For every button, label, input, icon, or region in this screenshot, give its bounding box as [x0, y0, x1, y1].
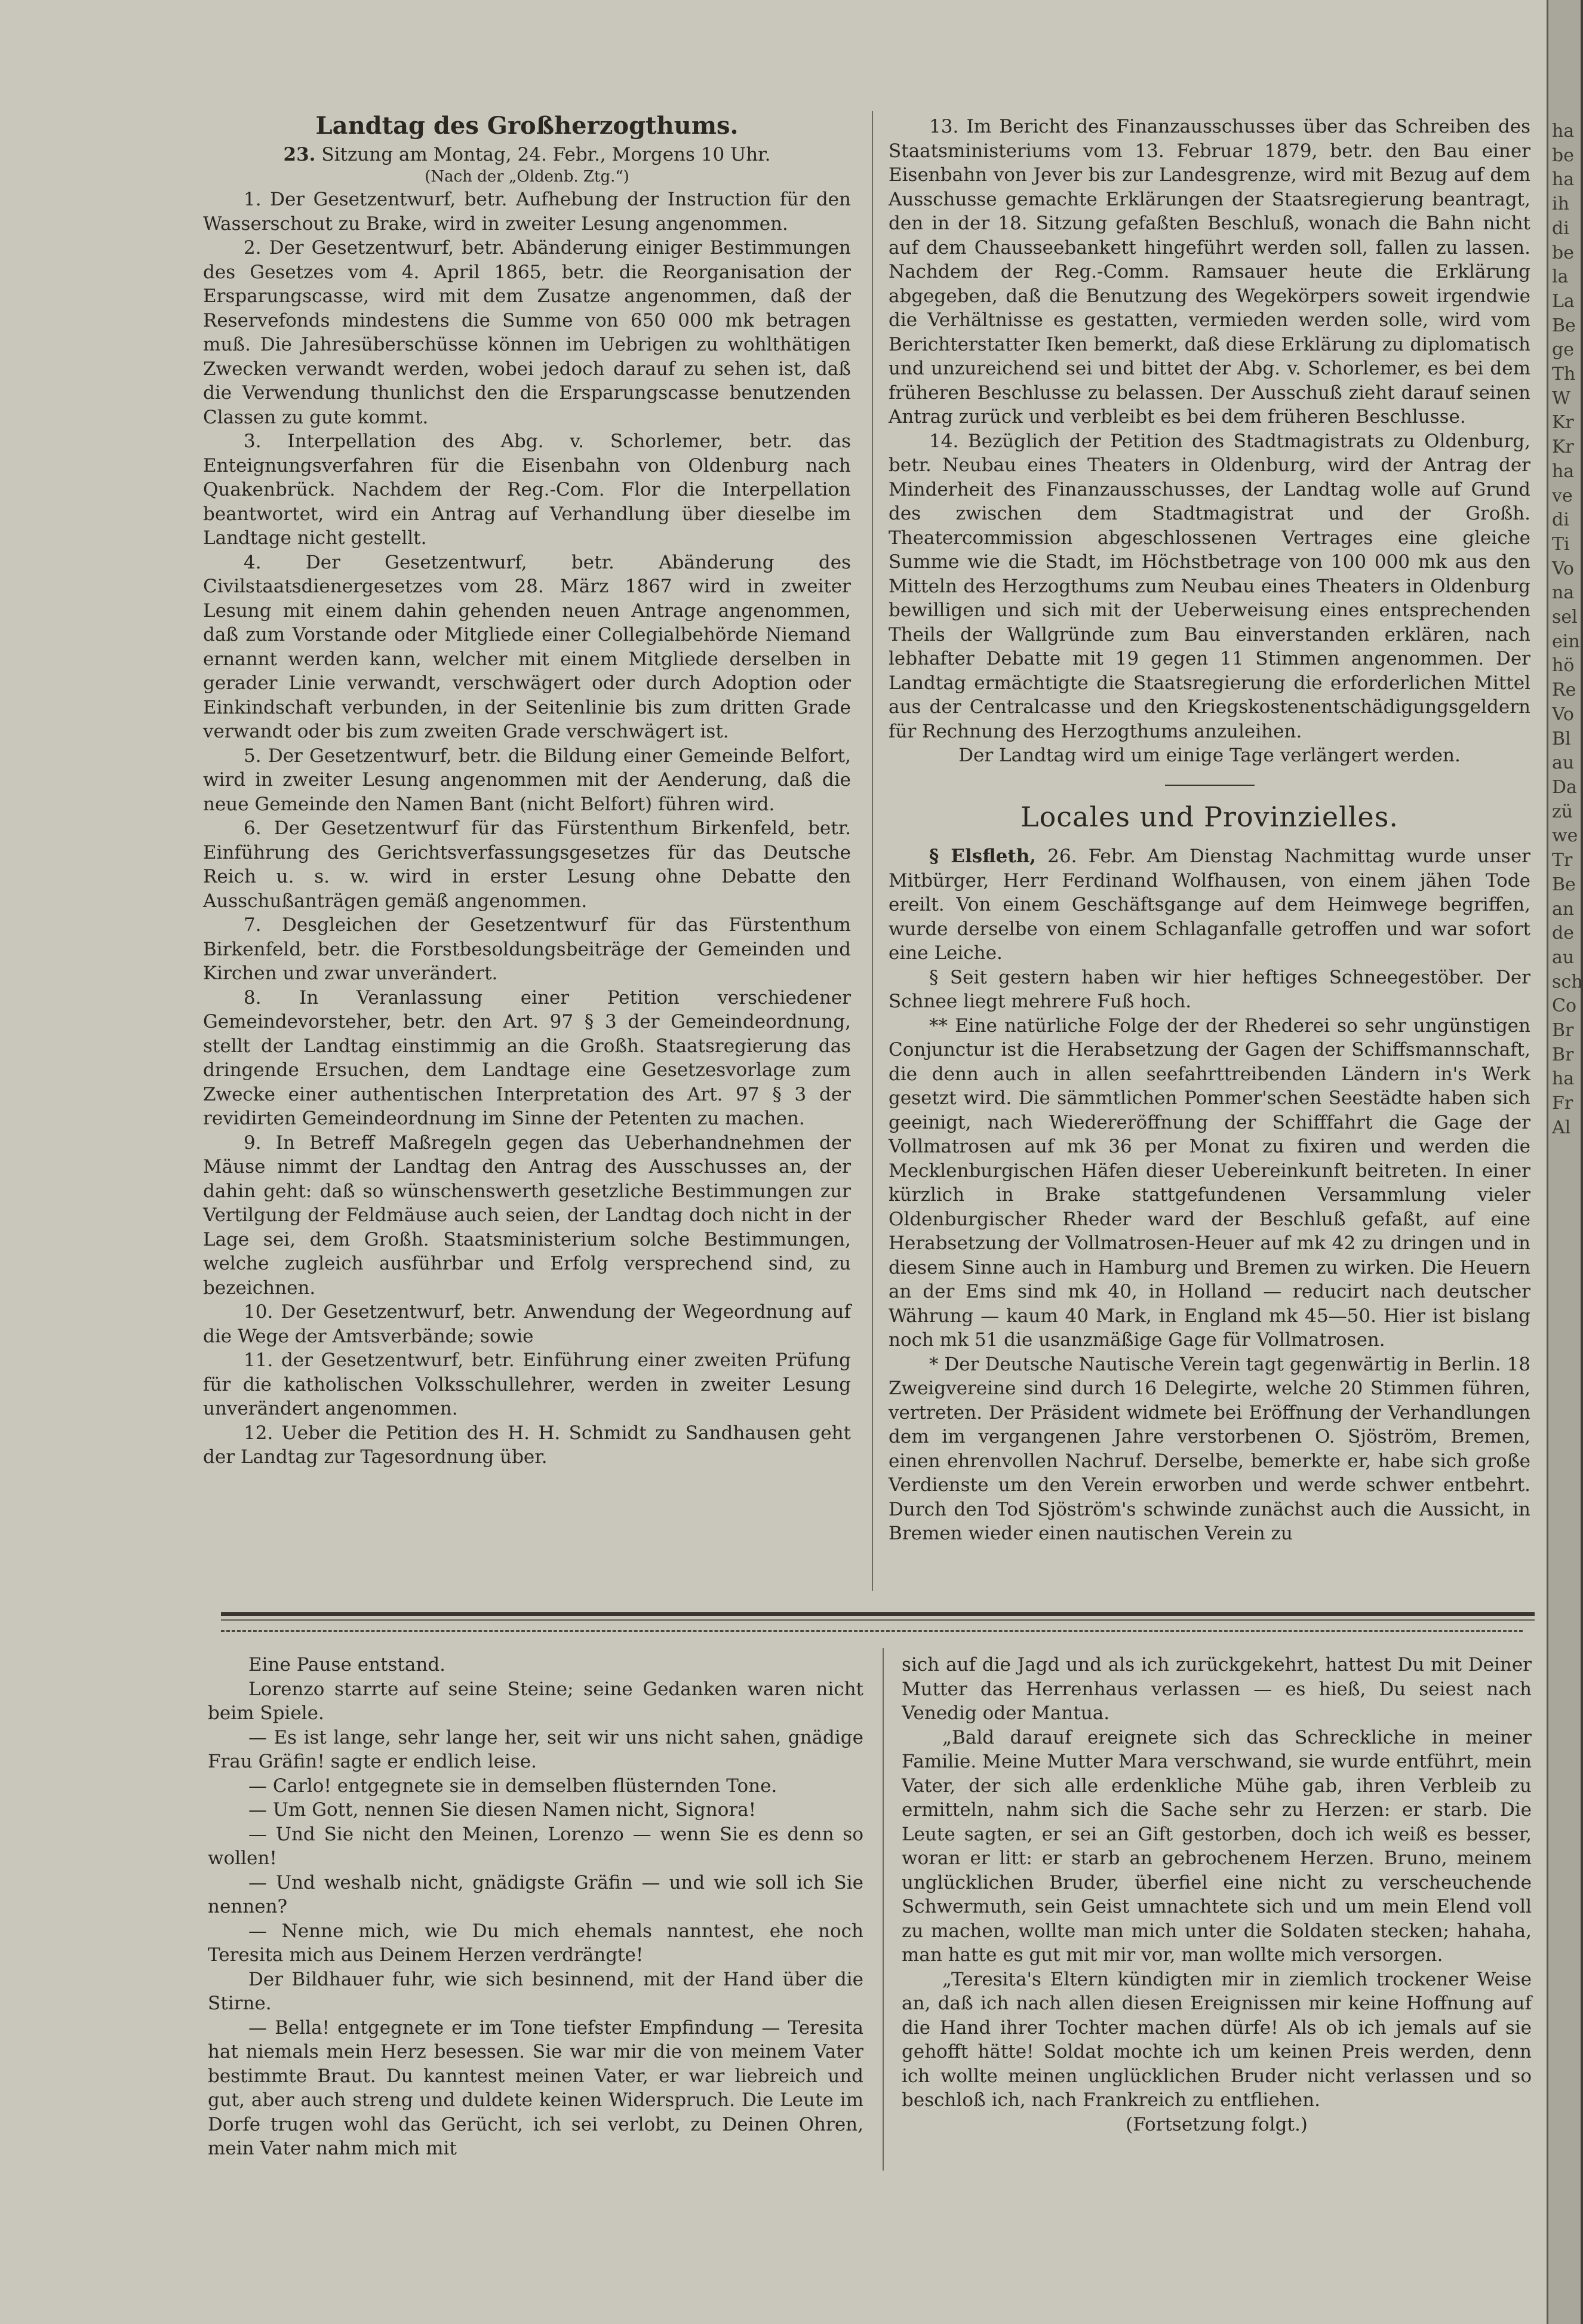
adjacent-page-fragment: Be — [1552, 315, 1576, 336]
landtag-item: 1. Der Gesetzentwurf, betr. Aufhebung der Instruction für den Wasserschout zu Brake, wird in zweiter Lesung angenommen. — [203, 189, 851, 235]
feuilleton-left-column — [208, 1653, 863, 2161]
feuilleton-paragraph: „Teresita's Eltern kündigten mir in ziemlich trockener Weise an, daß ich nach allen diesen Ereignissen mir keine Hoffnung auf die Hand ihrer Tochter machen dürfe! Als ob ich jemals auf sie gehofft hätte! Soldat mochte ich um keinen Preis werden, denn ich wollte meinen unglücklichen Bruder nicht verlassen und so beschloß ich, nach Frankreich zu entfliehen. — [902, 1968, 1532, 2111]
adjacent-page-fragment: hö — [1552, 655, 1575, 677]
adjacent-page-fragment: W — [1552, 388, 1570, 409]
landtag-item: 7. Desgleichen der Gesetzentwurf für das Fürstenthum Birkenfeld, betr. die Forstbesoldungsbeiträge der Gemeinden und Kirchen und zwar unverändert. — [203, 914, 851, 984]
adjacent-page-fragment: na — [1552, 582, 1575, 604]
adjacent-page-fragment: be — [1552, 242, 1574, 263]
adjacent-page-fragment: we — [1552, 825, 1578, 847]
landtag-item: 5. Der Gesetzentwurf, betr. die Bildung einer Gemeinde Belfort, wird in zweiter Lesung angenommen mit der Aenderung, daß die neue Gemeinde den Namen Bant (nicht Belfort) führen wird. — [203, 745, 851, 815]
adjacent-page-fragment: ha — [1552, 169, 1575, 190]
adjacent-page-fragment: Bl — [1552, 728, 1571, 749]
adjacent-page-fragment: La — [1552, 290, 1575, 312]
adjacent-page-fragment: sel — [1552, 607, 1578, 628]
adjacent-page-fragment: ha — [1552, 1068, 1575, 1090]
adjacent-page-fragment: ha — [1552, 121, 1575, 142]
adjacent-page-fragment: au — [1552, 752, 1575, 774]
column-divider — [872, 111, 873, 1591]
adjacent-page-fragment: au — [1552, 946, 1575, 968]
adjacent-page-fragment: di — [1552, 217, 1569, 239]
landtag-item: 8. In Veranlassung einer Petition verschiedener Gemeindevorsteher, betr. den Art. 97 § 3 der Gemeindeordnung, stellt der Landtag einstimmig an die Großh. Staatsregierung das dringende Ersuchen, dem Landtage eine Gesetzesvorlage zum Zwecke einer authentischen Interpretation des Art. 97 § 3 der revidirten Gemeindeordnung im Sinne der Petenten zu machen. — [203, 986, 851, 1129]
feuilleton-rule-thin — [221, 1619, 1535, 1621]
adjacent-page-text — [1548, 0, 1581, 1141]
feuilleton-column-divider — [883, 1648, 884, 2171]
locales-paragraph: § Seit gestern haben wir hier heftiges Schneegestöber. Der Schnee liegt mehrere Fuß hoch. — [889, 966, 1530, 1012]
landtag-continued-column — [889, 115, 1530, 1546]
adjacent-page-fragment: de — [1552, 923, 1574, 944]
adjacent-page-fragment: Br — [1552, 1020, 1574, 1041]
adjacent-page-fragment: Vo — [1552, 558, 1574, 579]
feuilleton-paragraph: — Carlo! entgegnete sie in demselben flüsternden Tone. — [248, 1775, 777, 1797]
adjacent-page-fragment: Tr — [1552, 850, 1573, 871]
adjacent-page-fragment: zü — [1552, 801, 1573, 822]
adjacent-page-fragment: Fr — [1552, 1093, 1573, 1114]
elsfleth-place: § Elsfleth, — [929, 846, 1037, 867]
source-note: (Nach der „Oldenb. Ztg.“) — [425, 168, 629, 186]
adjacent-page-fragment: Re — [1552, 680, 1576, 701]
feuilleton-paragraph: — Und Sie nicht den Meinen, Lorenzo — wenn Sie es denn so wollen! — [208, 1823, 863, 1869]
landtag-item: 14. Bezüglich der Petition des Stadtmagistrats zu Oldenburg, betr. Neubau eines Theaters in Oldenburg, wird der Antrag der Minderheit des Finanzausschusses, der Landtag wolle auf Grund des zwischen dem Stadtmagistrat und der Großh. Theatercommission abgeschlossenen Vertrages eine gleiche Summe wie die Stadt, im Höchstbetrage von 100 000 mk aus den Mitteln des Herzogthums zum Neubau eines Theaters in Oldenburg bewilligen und sich mit der Ueberweisung eines entsprechenden Theils der Wallgründe zum Bau einverstanden erklären, nach lebhafter Debatte mit 19 gegen 11 Stimmen angenommen. Der Landtag ermächtigte die Staatsregierung die erforderlichen Mittel aus der Centralcasse und den Kriegskostenentschädigungsgeldern für Rechnung des Herzogthums anzuleihen. — [889, 430, 1530, 742]
adjacent-page-fragment: an — [1552, 898, 1575, 920]
feuilleton-paragraph: Lorenzo starrte auf seine Steine; seine Gedanken waren nicht beim Spiele. — [208, 1678, 863, 1724]
adjacent-page-fragment: ein — [1552, 631, 1580, 652]
feuilleton-paragraph: — Bella! entgegnete er im Tone tiefster Empfindung — Teresita hat niemals mein Herz besessen. Sie war mir die von meinem Vater bestimmte Braut. Du kanntest meinen Vater, er war liebreich und gut, aber auch streng und duldete keinen Widerspruch. Die Leute im Dorfe trugen wohl das Gerücht, ich sei verlobt, zu Deinen Ohren, mein Vater nahm mich mit — [208, 2016, 863, 2159]
landtag-item: 11. der Gesetzentwurf, betr. Einführung einer zweiten Prüfung für die katholischen Volksschullehrer, werden in zweiter Lesung unverändert angenommen. — [203, 1349, 851, 1419]
landtag-item: 13. Im Bericht des Finanzausschusses über das Schreiben des Staatsministeriums vom 13. Februar 1879, betr. den Bau einer Eisenbahn von Jever bis zur Landesgrenze, wird mit Bezug auf dem Ausschusse gemachte Erklärungen der Staatsregierung beantragt, den in der 18. Sitzung gefaßten Beschluß, wonach die Bahn nicht auf dem Chausseebankett hingeführt werden soll, fallen zu lassen. Nachdem der Reg.-Comm. Ramsauer heute die Erklärung abgegeben, daß die Benutzung des Wegekörpers soweit irgendwie die Verhältnisse es gestatten, vermieden werden solle, wird vom Berichterstatter Iken bemerkt, daß diese Erklärung zu diplomatisch und unzureichend sei und bittet der Abg. v. Schorlemer, es bei dem früheren Beschlusse zu belassen. Der Ausschuß zieht darauf seinen Antrag zurück und verbleibt es bei dem früheren Beschlusse. — [889, 116, 1530, 428]
adjacent-page-fragment: Kr — [1552, 412, 1574, 434]
session-number: 23. — [283, 144, 316, 165]
adjacent-page-fragment: Co — [1552, 995, 1577, 1017]
landtag-column — [203, 112, 851, 1470]
adjacent-page-fragment: Th — [1552, 364, 1576, 385]
adjacent-page-fragment: Da — [1552, 776, 1577, 798]
adjacent-page-fragment: Be — [1552, 874, 1576, 895]
landtag-item: 10. Der Gesetzentwurf, betr. Anwendung der Wegeordnung auf die Wege der Amtsverbände; sowie — [203, 1301, 851, 1347]
adjacent-page-fragment: ge — [1552, 339, 1574, 361]
locales-paragraph: * Der Deutsche Nautische Verein tagt gegenwärtig in Berlin. 18 Zweigvereine sind durch 16 Delegirte, welche 20 Stimmen führen, vertreten. Der Präsident widmete bei Eröffnung der Verhandlungen dem im vergangenen Jahre verstorbenen O. Sjöström, Bremen, einen ehrenvollen Nachruf. Derselbe, bemerkte er, habe sich große Verdienste um den Verein erworben und werde schwer entbehrt. Durch den Tod Sjöström's schwinde zunächst auch die Aussicht, in Bremen wieder einen nautischen Verein zu — [889, 1353, 1530, 1544]
feuilleton-paragraph: — Nenne mich, wie Du mich ehemals nanntest, ehe noch Teresita mich aus Deinem Herzen verdrängte! — [208, 1920, 863, 1966]
adjacent-page-fragment: Al — [1552, 1117, 1571, 1138]
feuilleton-paragraph: — Es ist lange, sehr lange her, seit wir uns nicht sahen, gnädige Frau Gräfin! sagte er endlich leise. — [208, 1726, 863, 1772]
session-line — [203, 143, 851, 166]
landtag-item: 4. Der Gesetzentwurf, betr. Abänderung des Civilstaatsdienergesetzes vom 28. März 1867 wird in zweiter Lesung mit einem dahin gehenden neuen Antrage angenommen, daß zum Vorstande oder Mitgliede einer Collegialbehörde Niemand ernannt werden kann, welcher mit einem Mitgliede derselben in gerader Linie verwandt, verschwägert oder durch Adoption oder Einkindschaft verbunden, in der Seitenlinie bis zum dritten Grade verwandt oder bis zum zweiten Grade verschwägert ist. — [203, 551, 851, 742]
landtag-item: 2. Der Gesetzentwurf, betr. Abänderung einiger Bestimmungen des Gesetzes vom 4. April 1865, betr. die Reorganisation der Ersparungscasse, wird mit dem Zusatze angenommen, daß der Reservefonds mindestens die Summe von 650 000 mk betragen muß. Die Jahresüberschüsse können im Uebrigen zu wohlthätigen Zwecken verwandt werden, wobei jedoch darauf zu sehen ist, daß die Verwendung thunlichst den die Ersparungscasse benutzenden Classen zu gute kommt. — [203, 237, 851, 428]
feuilleton-rule — [221, 1612, 1535, 1616]
landtag-item: 12. Ueber die Petition des H. H. Schmidt zu Sandhausen geht der Landtag zur Tagesordnung über. — [203, 1422, 851, 1468]
adjacent-page-fragment: Br — [1552, 1044, 1574, 1065]
session-text: Sitzung am Montag, 24. Febr., Morgens 10 Uhr. — [321, 144, 771, 165]
adjacent-page-fragment: sch — [1552, 971, 1583, 992]
feuilleton-paragraph: — Und weshalb nicht, gnädigste Gräfin — und wie soll ich Sie nennen? — [208, 1871, 863, 1917]
adjacent-page-fragment: ve — [1552, 485, 1573, 506]
adjacent-page-fragment: la — [1552, 266, 1569, 288]
adjacent-page-fragment: di — [1552, 509, 1569, 531]
adjacent-page-fragment: be — [1552, 145, 1574, 166]
elsfleth-article — [889, 844, 1530, 966]
adjacent-page-fragment: Vo — [1552, 703, 1574, 725]
elsfleth-body: 26. Febr. Am Dienstag Nachmittag wurde unser Mitbürger, Herr Ferdinand Wolfhausen, von einem jähen Tode ereilt. Von einem Geschäftsgange auf dem Heimwege begriffen, wurde derselbe von einem Schlaganfalle getroffen und war sofort eine Leiche. — [889, 846, 1531, 964]
feuilleton-paragraph: sich auf die Jagd und als ich zurückgekehrt, hattest Du mit Deiner Mutter das Herrenhaus verlassen — es hieß, Du seiest nach Venedig oder Mantua. — [902, 1654, 1532, 1724]
landtag-item: 3. Interpellation des Abg. v. Schorlemer, betr. das Enteignungsverfahren für die Eisenbahn von Oldenburg nach Quakenbrück. Nachdem der Reg.-Com. Flor die Interpellation beantwortet, wird ein Antrag auf Verhandlung über dieselbe im Landtage nicht gestellt. — [203, 431, 851, 549]
feuilleton-paragraph: Eine Pause entstand. — [248, 1654, 446, 1676]
landtag-closing: Der Landtag wird um einige Tage verlängert werden. — [958, 745, 1461, 766]
section-rule — [889, 768, 1530, 792]
adjacent-page-fragment: Ti — [1552, 533, 1570, 555]
landtag-heading: Landtag des Großherzogthums. — [315, 112, 739, 140]
feuilleton-dashed-rule — [221, 1630, 1523, 1632]
locales-paragraph: ** Eine natürliche Folge der der Rhederei so sehr ungünstigen Conjunctur ist die Herabsetzung der Gagen der Schiffsmannschaft, die denn auch in allen seefahrttreibenden Ländern in's Werk gesetzt wird. Die sämmtlichen Pommer'schen Seestädte haben sich geeinigt, nach Wiedereröffnung der Schifffahrt die Gage der Vollmatrosen auf mk 36 per Monat zu fixiren und werden die Mecklenburgischen Häfen dieser Uebereinkunft beitreten. In einer kürzlich in Brake stattgefundenen Versammlung vieler Oldenburgischer Rheder ward der Beschluß gefaßt, auf eine Herabsetzung der Vollmatrosen-Heuer auf mk 42 zu dringen und in diesem Sinne auch in Hamburg und Bremen zu wirken. Die Heuern an der Ems sind mk 40, in Holland — reducirt nach deutscher Währung — kaum 40 Mark, in England mk 45—50. Hier ist bislang noch mk 51 die usanzmäßige Gage für Vollmatrosen. — [889, 1015, 1530, 1351]
feuilleton-paragraph: „Bald darauf ereignete sich das Schreckliche in meiner Familie. Meine Mutter Mara verschwand, sie wurde entführt, mein Vater, der sich alle erdenkliche Mühe gab, ihren Verbleib zu ermitteln, nahm sich die Sache sehr zu Herzen: er starb. Die Leute sagten, er sei an Gift gestorben, doch ich weiß es besser, woran er litt: er starb an gebrochenem Herzen. Bruno, meinem unglücklichen Bruder, überfiel eine nicht zu verscheuchende Schwermuth, sein Geist umnachtete sich und um mein Elend voll zu machen, wollte man mich unter die Soldaten stecken; hahaha, man hatte es gut mit mir vor, man wollte mich versorgen. — [902, 1726, 1532, 1966]
continued-note: (Fortsetzung folgt.) — [1126, 2113, 1308, 2135]
feuilleton-paragraph: — Um Gott, nennen Sie diesen Namen nicht, Signora! — [248, 1799, 757, 1821]
feuilleton-right-column — [902, 1653, 1532, 2137]
adjacent-page-edge — [1547, 0, 1581, 2324]
adjacent-page-fragment: ih — [1552, 193, 1569, 215]
adjacent-page-fragment: ha — [1552, 460, 1575, 482]
locales-title: Locales und Provinzielles. — [1021, 801, 1398, 833]
adjacent-page-fragment: Kr — [1552, 436, 1574, 458]
landtag-item: 9. In Betreff Maßregeln gegen das Ueberhandnehmen der Mäuse nimmt der Landtag den Antrag des Ausschusses an, der dahin geht: daß so wünschenswerth gesetzliche Bestimmungen zur Vertilgung der Feldmäuse auch seien, der Landtag doch nicht in der Lage sei, dem Großh. Staatsministerium solche Bestimmungen, welche zugleich ausführbar und Erfolg versprechend sind, zu bezeichnen. — [203, 1132, 851, 1299]
feuilleton-paragraph: Der Bildhauer fuhr, wie sich besinnend, mit der Hand über die Stirne. — [208, 1968, 863, 2014]
landtag-item: 6. Der Gesetzentwurf für das Fürstenthum Birkenfeld, betr. Einführung des Gerichtsverfassungsgesetzes für das Deutsche Reich u. s. w. wird in erster Lesung ohne Debatte den Ausschußanträgen gemäß angenommen. — [203, 817, 851, 912]
